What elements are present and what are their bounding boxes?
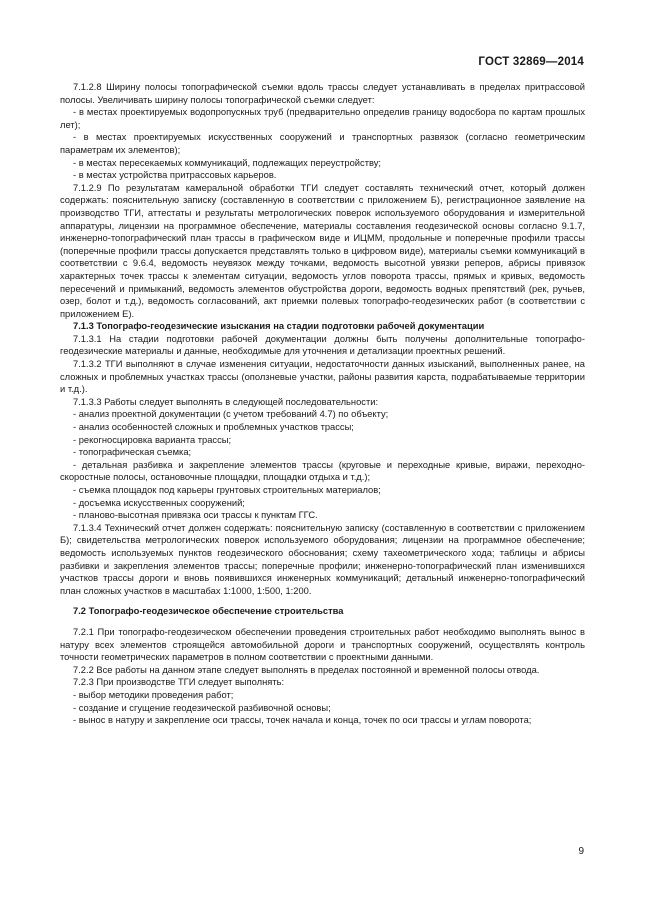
list-item: - топографическая съемка; xyxy=(73,447,192,458)
list-item: - вынос в натуру и закрепление оси трассы, точек начала и конца, точек по оси трассы и углам поворота; xyxy=(73,715,532,726)
list-item: - съемка площадок под карьеры грунтовых строительных материалов; xyxy=(73,485,381,495)
paragraph-7-1-3-3: 7.1.3.3 Работы следует выполнять в следующей последовательности: xyxy=(73,396,379,407)
paragraph-7-1-3-4: 7.1.3.4 Технический отчет должен содержать: пояснительную записку (составленную в соответствии с приложением Б); свидетельства метрологических поверок используемого оборудования; лицензии на программное обеспечение; ведомость используемых пунктов геодезического обоснования; схему тахеометрического хода; таблицы и абрисы разбивки и закрепления элементов трассы; поперечные профили; инженерно-топографический план изменившихся участков трассы дороги и вновь появившихся инженерных коммуникаций; детальный инженерно-топографический план сложных участков в масштабах 1:1000, 1:500, 1:200. xyxy=(60,522,585,596)
list-item: - анализ проектной документации (с учетом требований 4.7) по объекту; xyxy=(73,409,389,420)
list-item: - рекогносцировка варианта трассы; xyxy=(73,434,232,445)
list-item: - выбор методики проведения работ; xyxy=(73,689,234,700)
list-item: - анализ особенностей сложных и проблемных участков трассы; xyxy=(73,422,354,433)
paragraph-7-1-2-8: 7.1.2.8 Ширину полосы топографической съемки вдоль трассы следует устанавливать в пределах притрассовой полосы. Увеличивать ширину полосы топографической съемки следует: xyxy=(60,82,585,105)
list-item: - в местах проектируемых искусственных сооружений и транспортных развязок (согласно геометрическим параметрам их элементов); xyxy=(60,132,585,155)
list-item: - детальная разбивка и закрепление элементов трассы (круговые и переходные кривые, виражи, переходно-скоростные полосы, остановочные площадки, площадки отдыха и т.д.); xyxy=(60,459,585,483)
list-item: - в местах пересекаемых коммуникаций, подлежащих переустройству; xyxy=(73,157,381,168)
document-header: ГОСТ 32869—2014 xyxy=(478,56,584,68)
paragraph-7-2-3: 7.2.3 При производстве ТГИ следует выполнять: xyxy=(73,677,285,688)
list-item: - в местах проектируемых водопропускных труб (предварительно определив границу водосбора по картам прошлых лет); xyxy=(60,107,585,130)
section-heading-7-2: 7.2 Топографо-геодезическое обеспечение строительства xyxy=(73,606,344,617)
subsection-heading-7-1-3: 7.1.3 Топографо-геодезические изыскания на стадии подготовки рабочей документации xyxy=(73,321,485,332)
paragraph-7-1-3-2: 7.1.3.2 ТГИ выполняют в случае изменения ситуации, недостаточности данных изысканий, выполненных ранее, на сложных и проблемных участках трассы (оползневые участки, районы развития карста, подрабатываемые территории и т.д.). xyxy=(60,359,585,395)
list-item: - планово-высотная привязка оси трассы к пунктам ГГС. xyxy=(73,510,318,521)
paragraph-7-1-2-9: 7.1.2.9 По результатам камеральной обработки ТГИ следует составлять технический отчет, который должен содержать: пояснительную записку (составленную в соответствии с приложением Б), регистрационное заявление на производство ТГИ, аттестаты и результаты метрологических поверок используемого оборудования и измерительной аппаратуры, лицензии на программное обеспечение, материалы составления геодезической основы согласно 9.1.7, инженерно-топографический план трассы в графическом виде и ИЦММ, продольные и поперечные профили трассы (поперечные профили трассы допускается представлять только в цифровом виде), материалы съемки коммуникаций в соответствии с 9.6.4, ведомость неувязок между точками, ведомость высотной увязки реперов, абрисы привязок характерных точек трассы к элементам ситуации, ведомость углов поворота трассы, прямых и кривых, ведомость пересечений и примыканий, ведомость элементов обустройства дороги, ведомость водных препятствий (рек, ручьев, озер, болот и т.д.), ведомость согласований, акт приемки полевых топографо-геодезических работ (в соответствии с приложением Е). xyxy=(60,182,585,319)
list-item: - в местах устройства притрассовых карьеров. xyxy=(73,170,277,181)
page-number: 9 xyxy=(578,846,584,857)
paragraph-7-2-1: 7.2.1 При топографо-геодезическом обеспечении проведения строительных работ необходимо выполнять вынос в натуру всех элементов строящейся автомобильной дороги и транспортных сооружений, осуществлять контроль точности геометрических параметров в полном соответствии с проектными данными. xyxy=(60,626,585,663)
list-item: - создание и сгущение геодезической разбивочной основы; xyxy=(73,702,331,713)
document-body xyxy=(60,81,585,727)
paragraph-7-2-2: 7.2.2 Все работы на данном этапе следует выполнять в пределах постоянной и временной полосы отвода. xyxy=(73,664,540,675)
paragraph-7-1-3-1: 7.1.3.1 На стадии подготовки рабочей документации должны быть получены дополнительные топографо-геодезические материалы и данные, необходимые для уточнения и детализации проектных решений. xyxy=(60,333,585,357)
list-item: - досъемка искусственных сооружений; xyxy=(73,497,245,508)
